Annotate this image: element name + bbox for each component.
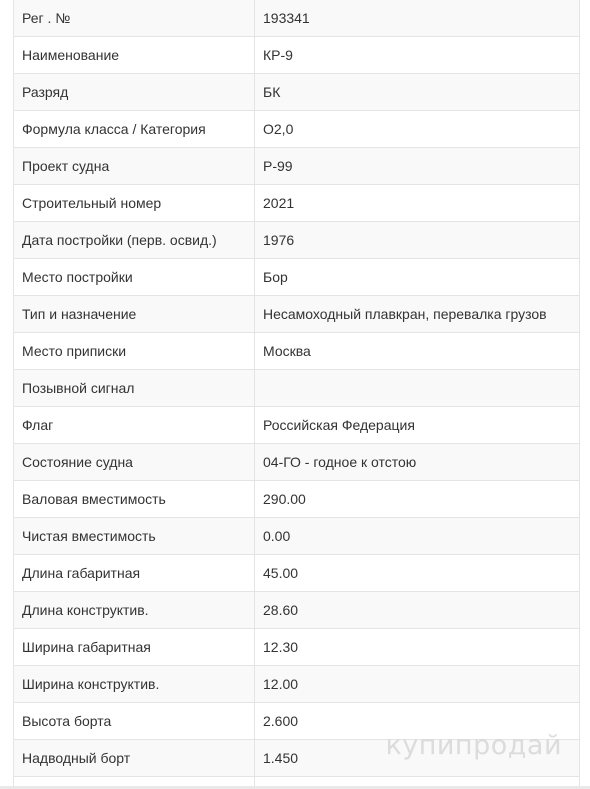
table-row: [14, 333, 580, 370]
row-label: Дата постройки (перв. освид.): [14, 222, 255, 259]
row-label: Рег . №: [14, 0, 255, 37]
row-value: 28.60: [255, 592, 580, 629]
table-row: [14, 111, 580, 148]
row-label: Ширина габаритная: [14, 629, 255, 666]
row-label: Чистая вместимость: [14, 518, 255, 555]
table-row: [14, 444, 580, 481]
row-value: 1.450: [255, 740, 580, 777]
row-value: 12.00: [255, 666, 580, 703]
table-row: [14, 518, 580, 555]
row-label: Разряд: [14, 74, 255, 111]
table-row: [14, 222, 580, 259]
table-row: [14, 592, 580, 629]
table-row: [14, 37, 580, 74]
row-value: 45.00: [255, 555, 580, 592]
table-row: [14, 148, 580, 185]
table-row: [14, 555, 580, 592]
row-label: Валовая вместимость: [14, 481, 255, 518]
row-label: Длина конструктив.: [14, 592, 255, 629]
row-value: 1976: [255, 222, 580, 259]
row-label: Строительный номер: [14, 185, 255, 222]
row-value: Бор: [255, 259, 580, 296]
table-row: [14, 74, 580, 111]
row-label: Позывной сигнал: [14, 370, 255, 407]
row-value: 04-ГО - годное к отстою: [255, 444, 580, 481]
table-row: [14, 481, 580, 518]
row-label: Ширина конструктив.: [14, 666, 255, 703]
vessel-spec-table: [13, 0, 580, 789]
row-label: Длина габаритная: [14, 555, 255, 592]
table-row: [14, 370, 580, 407]
row-value: Несамоходный плавкран, перевалка грузов: [255, 296, 580, 333]
row-value: 193341: [255, 0, 580, 37]
row-label: Флаг: [14, 407, 255, 444]
watermark-logo: купипродай: [385, 730, 562, 761]
table-row: [14, 407, 580, 444]
row-value: 0.00: [255, 518, 580, 555]
vessel-spec-table-body: [14, 0, 580, 789]
row-label: Наименование: [14, 37, 255, 74]
row-value: [255, 370, 580, 407]
row-label: Надводный борт: [14, 740, 255, 777]
row-label: Место приписки: [14, 333, 255, 370]
row-label: Формула класса / Категория: [14, 111, 255, 148]
row-value: 2021: [255, 185, 580, 222]
row-label: Состояние судна: [14, 444, 255, 481]
row-label: Место постройки: [14, 259, 255, 296]
table-row: [14, 703, 580, 740]
table-row: [14, 259, 580, 296]
table-row: [14, 629, 580, 666]
table-row: [14, 185, 580, 222]
row-value: КР-9: [255, 37, 580, 74]
row-label: Высота борта: [14, 703, 255, 740]
table-row: [14, 0, 580, 37]
table-row: [14, 296, 580, 333]
table-row: [14, 666, 580, 703]
row-value: Российская Федерация: [255, 407, 580, 444]
row-label: Тип и назначение: [14, 296, 255, 333]
row-label: Проект судна: [14, 148, 255, 185]
row-value: О2,0: [255, 111, 580, 148]
row-value: Москва: [255, 333, 580, 370]
table-row: [14, 740, 580, 777]
row-value: 2.600: [255, 703, 580, 740]
row-value: 12.30: [255, 629, 580, 666]
row-value: 290.00: [255, 481, 580, 518]
row-value: БК: [255, 74, 580, 111]
row-value: Р-99: [255, 148, 580, 185]
